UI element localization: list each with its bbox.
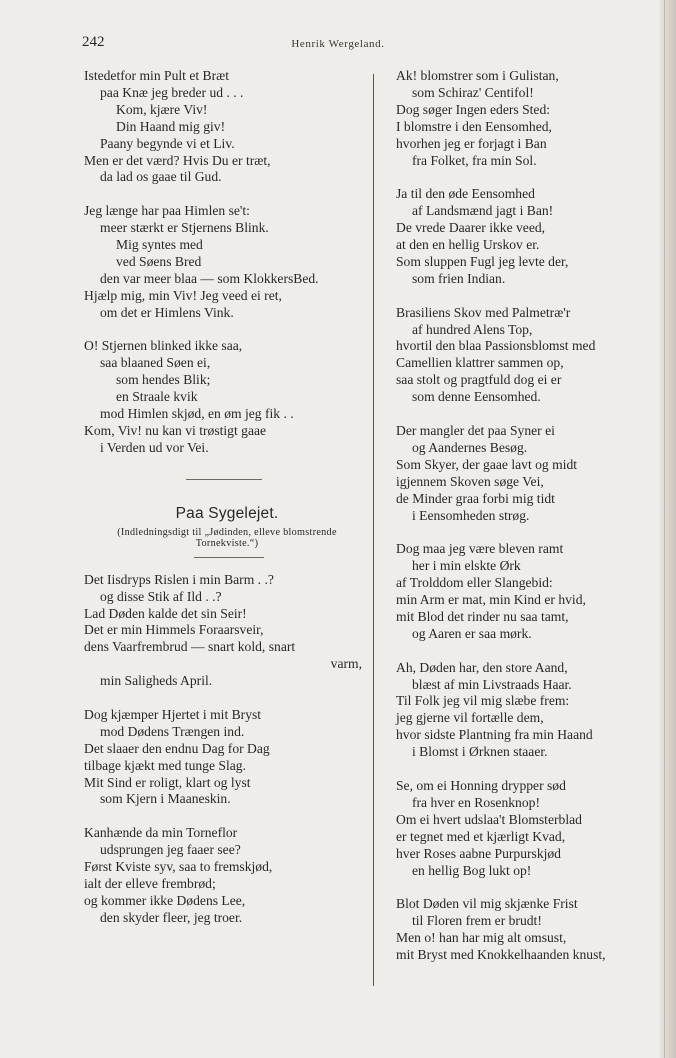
stanza [84,203,370,321]
verse-line: Istedetfor min Pult et Bræt [84,68,229,83]
verse-line: af Landsmænd jagt i Ban! [412,203,554,219]
page-edge [660,0,676,1058]
verse-line: om det er Himlens Vink. [100,304,234,320]
verse-line: Jeg længe har paa Himlen se't: [84,203,250,219]
verse-line: som denne Eensomhed. [412,389,541,405]
stanza [396,68,658,169]
verse-line: Det Iisdryps Rislen i min Barm . .? [84,571,274,587]
verse-line: i Verden ud vor Vei. [100,439,209,455]
verse-line: Din Haand mig giv! [116,118,226,134]
verse-line: ialt der elleve frembrød; [84,876,216,891]
verse-line: den var meer blaa — som KlokkersBed. [100,270,319,286]
verse-line: mit Bryst med Knokkelhaanden knust, [396,947,606,963]
verse-line: mod Himlen skjød, en øm jeg fik . . [100,406,294,422]
verse-line: min Arm er mat, min Kind er hvid, [396,592,586,608]
verse-line: Der mangler det paa Syner ei [396,422,555,438]
verse-line: hvorhen jeg er forjagt i Ban [396,135,547,151]
verse-line: Det slaaer den endnu Dag for Dag [84,740,270,756]
stanza [84,707,370,808]
verse-line: hvor sidste Plantning fra min Haand [396,727,593,743]
page-number: 242 [82,34,105,50]
stanza [396,896,658,964]
verse-line: Først Kviste syv, saa to fremskjød, [84,859,273,875]
verse-line: Dog kjæmper Hjertet i mit Bryst [84,706,262,722]
verse-line: af Trolddom eller Slangebid: [396,575,553,591]
stanza [84,825,370,926]
verse-line: De vrede Daarer ikke veed, [396,220,546,236]
verse-line: en Straale kvik [116,389,198,405]
verse-line: O! Stjernen blinked ikke saa, [84,338,243,354]
verse-line: Brasiliens Skov med Palmetræ'r [396,304,571,320]
verse-line: de Minder graa forbi mig tidt [396,490,555,506]
verse-line: at den en hellig Urskov er. [396,237,540,253]
stanza [84,572,370,690]
verse-line: her i min elskte Ørk [412,558,521,574]
verse-line: varm, [330,656,362,672]
verse-line: fra Folket, fra min Sol. [412,152,537,168]
verse-line: er tegnet med et kjærligt Kvad, [396,828,566,844]
verse-line: Camellien klattrer sammen op, [396,355,564,371]
verse-line: fra hver en Rosenknop! [412,794,540,810]
verse-line: I blomstre i den Eensomhed, [396,118,552,134]
verse-line: jeg gjerne vil fortælle dem, [396,710,544,726]
stanza [396,186,658,287]
verse-line: meer stærkt er Stjernens Blink. [100,220,269,236]
verse-line: som Schiraz' Centifol! [412,84,534,100]
verse-line: Dog søger Ingen eders Sted: [396,101,551,117]
verse-line: mod Dødens Trængen ind. [100,723,245,739]
stanza [396,660,658,761]
verse-line: saa blaaned Søen ei, [100,355,211,371]
poem-subtitle-line: Tornekviste.“) [195,537,259,549]
verse-line: igjennem Skoven søge Vei, [396,473,544,489]
verse-line: Det er min Himmels Foraarsveir, [84,622,264,638]
left-stanzas-b [84,572,370,927]
verse-line: til Floren frem er brudt! [412,913,542,929]
verse-line: Kom, kjære Viv! [116,101,208,117]
verse-line: saa stolt og pragtfuld dog ei er [396,372,562,388]
verse-line: da lad os gaae til Gud. [100,169,222,185]
verse-line: udsprungen jeg faaer see? [100,842,241,858]
section-separator [186,479,262,480]
verse-line: Se, om ei Honning drypper sød [396,777,566,793]
verse-line: blæst af min Livstraads Haar. [412,676,572,692]
right-column [396,68,658,981]
verse-line: Kom, Viv! nu kan vi trøstigt gaae [84,423,267,438]
stanza [84,68,370,186]
verse-line: Paany begynde vi et Liv. [100,135,235,151]
right-stanzas [396,68,658,964]
verse-line: Mit Sind er roligt, klart og lyst [84,774,251,790]
verse-line: Men er det værd? Hvis Du er træt, [84,152,271,168]
poem-subtitle [84,527,370,549]
verse-line: Som sluppen Fugl jeg levte der, [396,253,569,269]
verse-line: af hundred Alens Top, [412,321,533,337]
verse-line: Ak! blomstrer som i Gulistan, [396,68,559,83]
verse-line: og Aaren er saa mørk. [412,625,532,641]
verse-line: Ah, Døden har, den store Aand, [396,659,568,675]
stanza [396,778,658,879]
verse-line: paa Knæ jeg breder ud . . . [100,84,244,100]
verse-line: tilbage kjækt med tunge Slag. [84,757,246,773]
verse-line: Lad Døden kalde det sin Seir! [84,605,247,621]
column-divider [373,74,374,986]
stanza [396,305,658,406]
verse-line: Blot Døden vil mig skjænke Frist [396,896,578,912]
running-head: Henrik Wergeland. [291,38,385,50]
verse-line: hvortil den blaa Passionsblomst med [396,338,596,354]
verse-line: i Eensomheden strøg. [412,507,530,523]
verse-line: som Kjern i Maaneskin. [100,791,231,807]
verse-line: Ja til den øde Eensomhed [396,186,535,202]
verse-line: Til Folk jeg vil mig slæbe frem: [396,693,570,709]
verse-line: som frien Indian. [412,270,506,286]
verse-line: en hellig Bog lukt op! [412,862,532,878]
verse-line: Kanhænde da min Torneflor [84,825,238,841]
verse-line: og kommer ikke Dødens Lee, [84,892,246,908]
verse-line: Om ei hvert udslaa't Blomsterblad [396,811,582,827]
verse-line: Hjælp mig, min Viv! Jeg veed ei ret, [84,287,282,303]
verse-line: Dog maa jeg være bleven ramt [396,541,564,557]
verse-line: Men o! han har mig alt omsust, [396,930,567,946]
verse-line: Som Skyer, der gaae lavt og midt [396,456,578,472]
verse-line: og disse Stik af Ild . .? [100,588,222,604]
verse-line: og Aandernes Besøg. [412,439,528,455]
verse-line: Mig syntes med [116,237,203,253]
verse-line: i Blomst i Ørknen staaer. [412,744,548,760]
verse-line: dens Vaarfrembrud — snart kold, snart [84,639,296,655]
verse-line: min Saligheds April. [100,673,213,689]
left-stanzas-a [84,68,370,457]
stanza [396,541,658,642]
stanza [396,423,658,524]
left-column [84,68,370,944]
title-separator [194,557,264,558]
verse-line: den skyder fleer, jeg troer. [100,909,243,925]
stanza [84,338,370,456]
verse-line: som hendes Blik; [116,372,211,388]
poem-subtitle-line: (Indledningsdigt til „Jødinden, elleve blomstrende [117,526,337,538]
verse-line: ved Søens Bred [116,253,202,269]
verse-line: mit Blod det rinder nu saa tamt, [396,608,569,624]
poem-title: Paa Sygelejet. [175,504,279,522]
verse-line: hver Roses aabne Purpurskjød [396,845,561,861]
